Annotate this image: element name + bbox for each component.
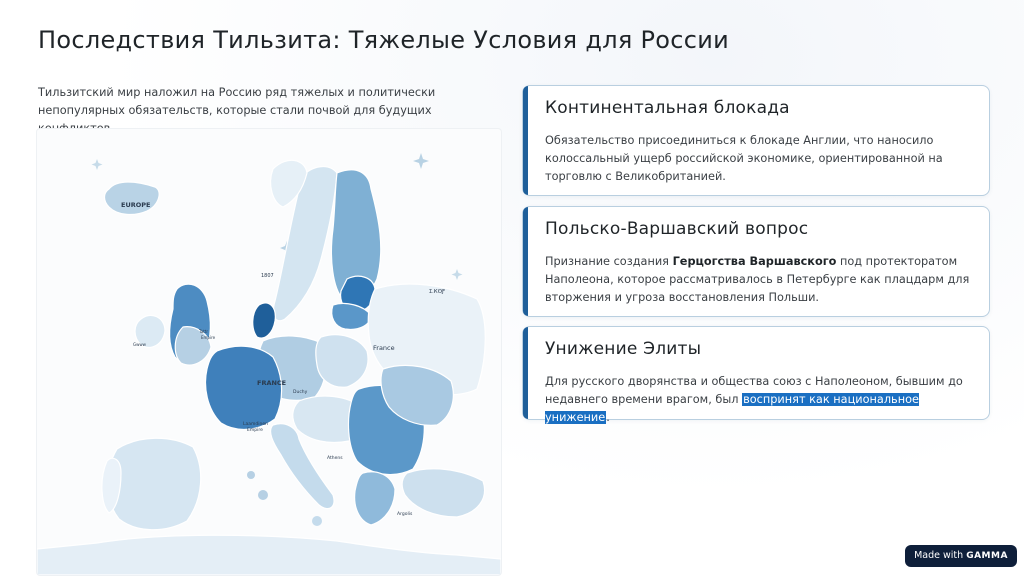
map-region-spain: [107, 438, 200, 530]
badge-text: Made with: [914, 550, 964, 561]
map-region-anatolia: [402, 469, 484, 517]
map-island: [247, 471, 255, 479]
map-island: [258, 490, 268, 500]
sparkle-icon: [413, 153, 429, 169]
map-label-london-2: Empire: [247, 428, 263, 433]
gamma-logo: GAMMA: [966, 551, 1008, 561]
map-label-compass: Ɪ.КʘƑ: [429, 289, 446, 295]
map-label-duchy: Duchy: [293, 390, 308, 395]
map-region-france: [206, 346, 282, 429]
map-label-small-3: Gwww: [133, 342, 146, 347]
card-polish-question: [522, 206, 990, 317]
card-accent-bar: [523, 327, 528, 419]
map-region-poland: [316, 335, 368, 388]
map-label-europe: EUROPE: [121, 201, 151, 209]
card-accent-bar: [523, 207, 528, 316]
card-body-text: Признание создания: [545, 255, 673, 268]
map-label-argolis: Argolis: [397, 512, 413, 517]
card-body-text: .: [606, 411, 610, 424]
europe-map: [36, 128, 502, 576]
card-body: [545, 253, 975, 307]
card-body-text: Для русского дворянства и общества союз с Наполеоном, бывшим до недавнего времени врагом, был: [545, 375, 963, 406]
card-title: Польско-Варшавский вопрос: [545, 219, 809, 239]
map-region-greece: [355, 472, 395, 525]
europe-map-svg: [37, 129, 501, 575]
map-label-france: FRANCE: [257, 379, 287, 387]
intro-paragraph: Тильзитский мир наложил на Россию ряд тяжелых и политически непопулярных обязательств, которые стали почвой для будущих: [38, 86, 436, 117]
card-body-bold: Герцогства Варшавского: [672, 255, 837, 268]
card-elite-humiliation: [522, 326, 990, 424]
card-title: Континентальная блокада: [545, 98, 790, 118]
map-label-small-2: Empire: [201, 335, 216, 340]
made-with-gamma-badge[interactable]: [905, 545, 1017, 567]
map-label-athens: Athens: [327, 456, 343, 461]
map-label-london-1: Laamdinen: [243, 422, 268, 427]
card-title: Унижение Элиты: [545, 339, 702, 359]
map-region-iceland: [105, 182, 160, 214]
page-title: Последствия Тильзита: Тяжелые Условия для России: [38, 26, 730, 54]
map-label-small-1: Tattr: [199, 329, 209, 334]
map-island: [312, 516, 322, 526]
card-body-text: под протекторатом Наполеона, которое рассматривалось в Петербурге как плацдарм для вторжения и угроза восстановления Польши.: [545, 255, 970, 304]
selected-text-highlight[interactable]: воспринят как национальное унижение: [545, 393, 919, 424]
card-body: [545, 373, 975, 427]
card-continental-blockade: [522, 85, 990, 196]
sparkle-icon: [452, 269, 463, 280]
card-body: Обязательство присоединиться к блокаде Англии, что наносило колоссальный ущерб российской экономике, ориентированной на торговлю с Великобританией.: [545, 134, 943, 183]
map-label-year: 1807: [261, 273, 274, 279]
sparkle-icon: [92, 159, 103, 170]
map-region-africa: [37, 535, 501, 575]
card-accent-bar: [523, 86, 528, 195]
map-label-france-east: France: [373, 344, 395, 352]
map-region-denmark: [253, 303, 276, 338]
